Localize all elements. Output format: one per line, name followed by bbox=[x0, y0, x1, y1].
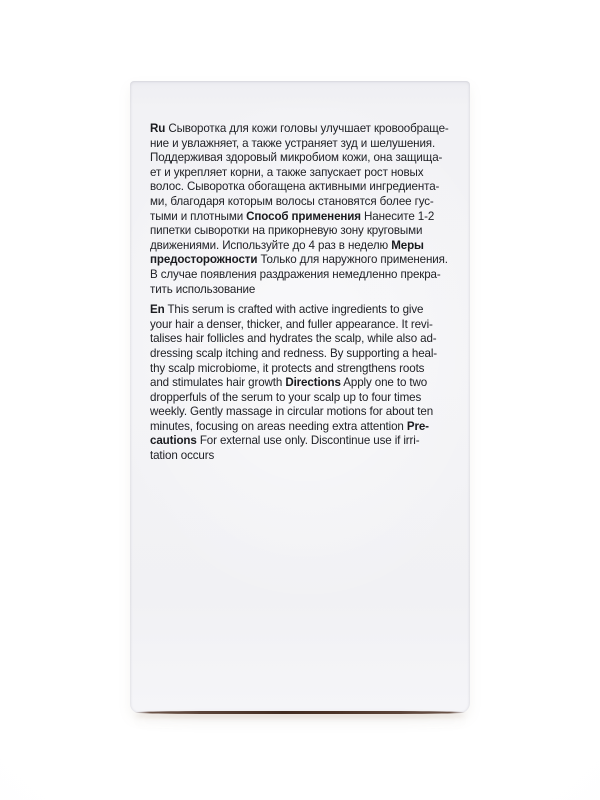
label-line: ет и укрепляет корни, а также запускает рост новых bbox=[150, 165, 424, 179]
label-line: тить использование bbox=[150, 282, 256, 296]
label-line: and stimulates hair growth Directions Apply one to two bbox=[150, 376, 428, 390]
label-line: Ru Сыворотка для кожи головы улучшает кровообраще- bbox=[150, 122, 449, 135]
label-line: dressing scalp itching and redness. By supporting a heal- bbox=[150, 346, 438, 360]
label-paragraph-russian bbox=[150, 122, 450, 297]
label-line: пипетки сыворотки на прикорневую зону круговыми bbox=[150, 224, 423, 238]
label-line: движениями. Используйте до 4 раз в неделю Меры bbox=[150, 238, 424, 252]
label-line: Поддерживая здоровый микробиом кожи, она защища- bbox=[150, 151, 443, 165]
label-line: talises hair follicles and hydrates the scalp, while also ad- bbox=[150, 332, 437, 346]
label-line: tation occurs bbox=[150, 449, 215, 463]
label-line: your hair a denser, thicker, and fuller appearance. It revi- bbox=[150, 317, 433, 331]
label-line: волос. Сыворотка обогащена активными ингредиента- bbox=[150, 180, 440, 194]
label-line: dropperfuls of the serum to your scalp up to four times bbox=[150, 390, 422, 404]
label-line: thy scalp microbiome, it protects and strengthens roots bbox=[150, 361, 425, 375]
label-paragraph-english bbox=[150, 303, 450, 464]
box-bottom-contact-shadow bbox=[134, 711, 466, 714]
product-box-back-panel bbox=[130, 81, 470, 713]
label-line: cautions For external use only. Discontinue use if irri- bbox=[150, 434, 420, 448]
label-line: minutes, focusing on areas needing extra attention Pre- bbox=[150, 419, 429, 433]
label-line: ми, благодаря которым волосы становятся более гус- bbox=[150, 194, 434, 208]
label-line: ние и увлажняет, а также устраняет зуд и шелушения. bbox=[150, 136, 436, 150]
label-line: предосторожности Только для наружного применения. bbox=[150, 253, 448, 267]
label-line: В случае появления раздражения немедленно прекра- bbox=[150, 267, 441, 281]
label-line: weekly. Gently massage in circular motions for about ten bbox=[150, 405, 434, 419]
label-text-block bbox=[150, 122, 450, 464]
label-line: En This serum is crafted with active ingredients to give bbox=[150, 303, 424, 317]
label-line: тыми и плотными Способ применения Нанесите 1-2 bbox=[150, 209, 435, 223]
